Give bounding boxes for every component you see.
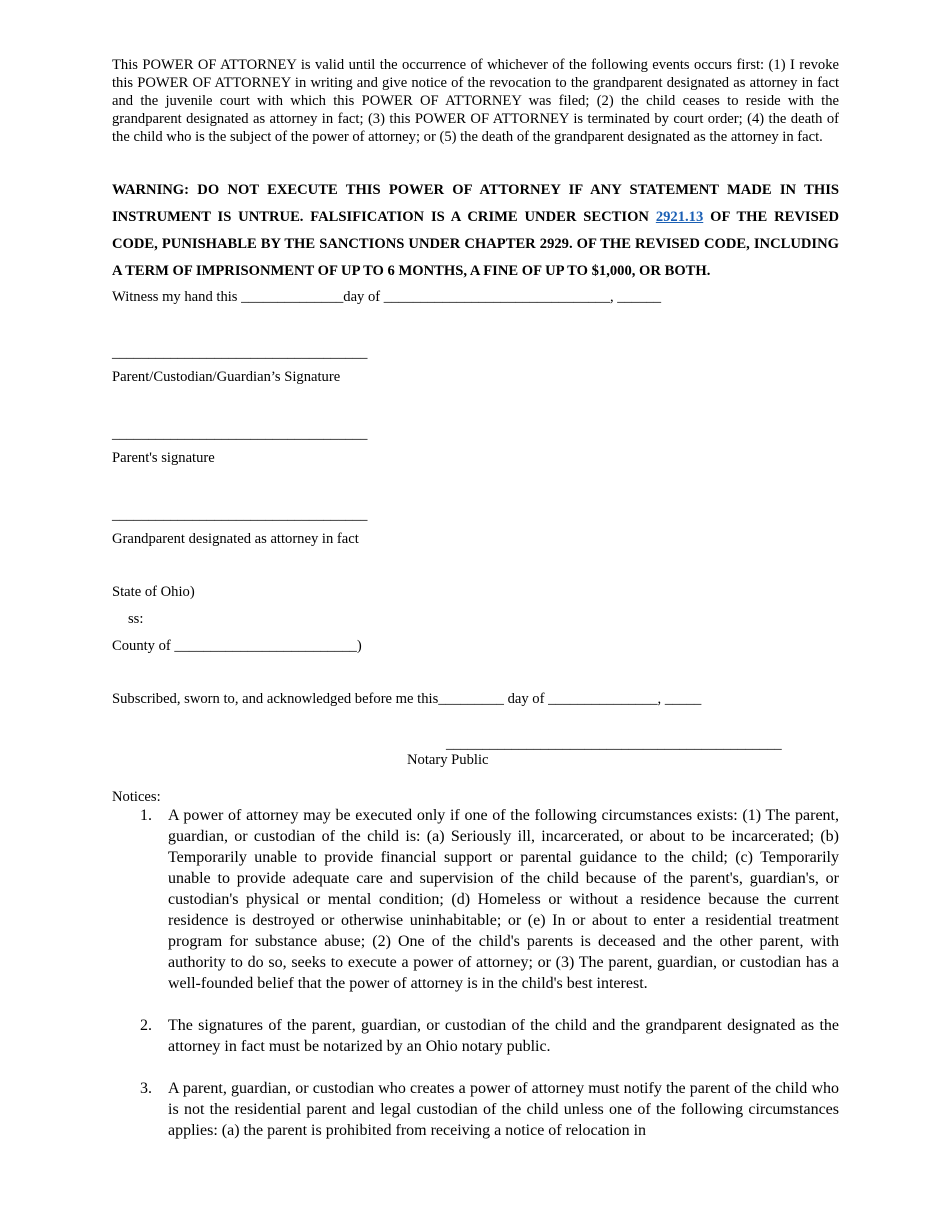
warning-paragraph [112, 177, 839, 285]
signature-label-grandparent: Grandparent designated as attorney in fact [112, 531, 359, 547]
notice-number: 2. [140, 1017, 152, 1034]
notice-number: 1. [140, 807, 152, 824]
notary-public-label: Notary Public [407, 752, 489, 768]
notice-text: A parent, guardian, or custodian who creates a power of attorney must notify the parent of the child who is not the residential parent and legal custodian of the child unless one of the following circumstances applies: (a) the parent is prohibited from receiving a notice of relocation in [168, 1080, 839, 1139]
notice-item [112, 805, 839, 994]
warning-text-end: OF THE REVISED CODE, PUNISHABLE BY THE SANCTIONS UNDER CHAPTER 2929. OF THE REVISED CODE, INCLUDING A TERM OF IMPRISONMENT OF UP TO 6 MONTHS, A FINE OF UP TO $1,000, OR BOTH. [112, 209, 840, 279]
notary-signature-line: ______________________________________________ [446, 736, 782, 752]
venue-county: County of _________________________) [112, 638, 362, 654]
signature-line-parent-custodian-guardian: ___________________________________ [112, 345, 368, 361]
section-2921-13-link[interactable]: 2921.13 [655, 209, 704, 225]
notices-heading: Notices: [112, 789, 161, 805]
notice-text: A power of attorney may be executed only if one of the following circumstances exists: (1) The parent, guardian, or custodian of the child is: (a) Seriously ill, incarcerated, or about to be incarcerated; (b) Temporarily unable to provide financial support or parental guidance to the child; (c) Temporarily unable to provide adequate care and supervision of the child because of the parent's, guardian's, or custodian's physical or mental condition; (d) Homeless or without a residence because the current residence is destroyed or otherwise uninhabitable; or (e) In or about to enter a residential treatment program for substance abuse; (2) One of the child's parents is deceased and the other parent, with authority to do so, seeks to execute a power of attorney; or (3) The parent, guardian, or custodian has a well-founded belief that the power of attorney is in the child's best interest. [168, 807, 839, 992]
warning-text-start: WARNING: DO NOT EXECUTE THIS POWER OF ATTORNEY IF ANY STATEMENT MADE IN THIS INSTRUMENT IS UNTRUE. FALSIFICATION IS A CRIME UNDER SECTION [112, 182, 839, 225]
venue-state: State of Ohio) [112, 584, 195, 600]
signature-line-parent: ___________________________________ [112, 426, 368, 442]
notices-list [112, 805, 839, 1162]
validity-paragraph: This POWER OF ATTORNEY is valid until the occurrence of whichever of the following events occurs first: (1) I revoke this POWER OF ATTORNEY in writing and give notice of the revocation to the grandparent designated as attorney in fact and the juvenile court with which this POWER OF ATTORNEY was filed; (2) the child ceases to reside with the grandparent designated as attorney in fact; (3) this POWER OF ATTORNEY is terminated by court order; (4) the death of the child who is the subject of the power of attorney; or (5) the death of the grandparent designated as the attorney in fact. [112, 57, 839, 145]
signature-label-parent: Parent's signature [112, 450, 215, 466]
subscribed-sworn-line: Subscribed, sworn to, and acknowledged before me this_________ day of _______________, _____ [112, 691, 702, 707]
signature-line-grandparent: ___________________________________ [112, 507, 368, 523]
notice-number: 3. [140, 1080, 152, 1097]
witness-line: Witness my hand this ______________day of _______________________________, ______ [112, 289, 662, 305]
venue-ss: ss: [128, 611, 144, 627]
notice-item [112, 1015, 839, 1057]
notice-text: The signatures of the parent, guardian, or custodian of the child and the grandparent designated as the attorney in fact must be notarized by an Ohio notary public. [168, 1017, 839, 1055]
signature-label-parent-custodian-guardian: Parent/Custodian/Guardian’s Signature [112, 369, 341, 385]
notice-item [112, 1078, 839, 1141]
